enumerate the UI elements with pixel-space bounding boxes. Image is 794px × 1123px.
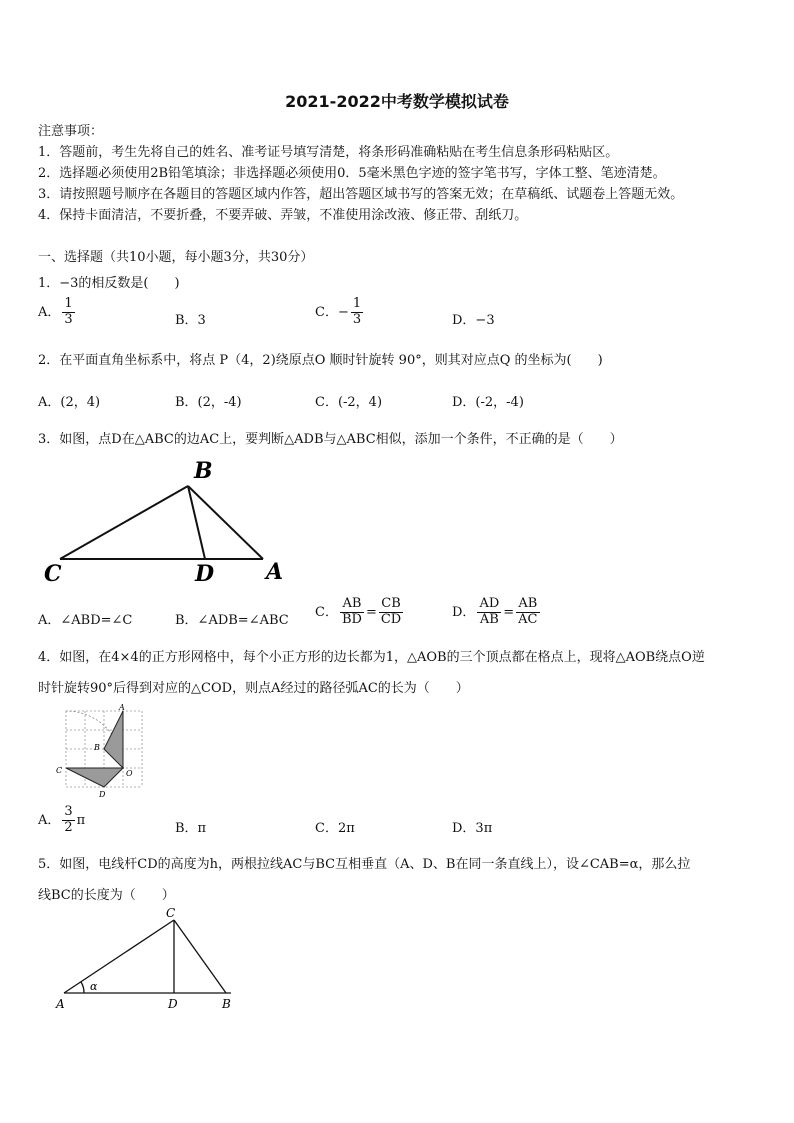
denominator: 3: [352, 311, 362, 327]
question-5-pole-figure: [44, 903, 244, 1013]
numerator: CB: [379, 597, 403, 613]
numerator: AD: [479, 596, 500, 611]
label-d: D: [195, 561, 215, 586]
label-b: B: [194, 458, 213, 484]
question-3-stem: 3．如图，点D在△ABC的边AC上，要判断△ADB与△ABC相似，添加一个条件，不正确的是（ ）: [38, 432, 623, 447]
denominator: 3: [64, 311, 73, 327]
denominator: 2: [64, 819, 73, 835]
fraction: [62, 805, 74, 836]
question-2-option-c[interactable]: C．(-2，4): [315, 395, 383, 410]
question-1-option-b[interactable]: B．3: [175, 313, 206, 328]
question-4-grid-figure: [50, 703, 150, 801]
question-3-option-d[interactable]: [452, 597, 542, 628]
question-2-stem: 2．在平面直角坐标系中，将点 P（4，2)绕原点O 顺时针旋转 90°，则其对应点Q 的坐标为( ): [38, 353, 603, 368]
question-3-option-a[interactable]: A．∠ABD=∠C: [38, 613, 133, 628]
question-4-option-a[interactable]: [38, 805, 85, 836]
numerator: AB: [516, 597, 539, 613]
notice-item-1: 1．答题前，考生先将自己的姓名、准考证号填写清楚，将条形码准确粘贴在考生信息条形码粘贴区。: [38, 145, 619, 160]
denominator: BD: [341, 611, 362, 627]
question-4-option-c[interactable]: C．2π: [315, 821, 355, 836]
option-label: C．−: [315, 304, 349, 320]
page-title: 2021-2022中考数学模拟试卷: [285, 92, 509, 111]
question-4-option-b[interactable]: B．π: [175, 821, 207, 836]
label-a: A: [119, 703, 125, 712]
option-label: A．: [38, 812, 61, 828]
denominator: AC: [518, 611, 538, 627]
question-5-stem-line-1: 5．如图，电线杆CD的高度为h，两根拉线AC与BC互相垂直（A、D、B在同一条直线上），设∠CAB=α，那么拉: [38, 857, 691, 872]
option-label: C．: [315, 604, 338, 620]
question-4-option-d[interactable]: D．3π: [452, 821, 493, 836]
question-3-option-b[interactable]: B．∠ADB=∠ABC: [175, 613, 289, 628]
denominator: AB: [479, 611, 499, 627]
label-a: A: [56, 997, 65, 1011]
question-5-stem-line-2: 线BC的长度为（ ）: [38, 888, 175, 903]
question-4-stem-line-1: 4．如图，在4×4的正方形网格中，每个小正方形的边长都为1，△AOB的三个顶点都在格点上，现将△AOB绕点O逆: [38, 650, 705, 665]
numerator: 1: [352, 296, 362, 311]
label-alpha: α: [90, 980, 98, 993]
fraction: [62, 297, 74, 328]
section-heading: 一、选择题（共10小题，每小题3分，共30分）: [38, 250, 314, 265]
question-1-option-c[interactable]: [315, 297, 365, 328]
equals-sign: =: [365, 604, 377, 620]
triangle-aob: [104, 711, 123, 768]
notice-item-2: 2．选择题必须使用2B铅笔填涂；非选择题必须使用0．5毫米黑色字迹的签字笔书写，字体工整、笔迹清楚。: [38, 166, 666, 181]
question-1-stem: 1．−3的相反数是( ): [38, 276, 180, 291]
angle-arc: [81, 982, 84, 993]
label-b: B: [94, 743, 100, 752]
question-1-option-d[interactable]: D．−3: [452, 313, 495, 328]
option-label: A．: [38, 304, 61, 320]
label-b: B: [222, 997, 231, 1011]
notice-heading: 注意事项：: [38, 124, 104, 139]
fraction: [477, 597, 501, 628]
fraction: [516, 597, 539, 628]
label-c: C: [44, 561, 62, 586]
triangle-cod: [66, 768, 123, 787]
question-4-stem-line-2: 时针旋转90°后得到对应的△COD，则点A经过的路径弧AC的长为（ ）: [38, 681, 469, 696]
label-a: A: [266, 559, 284, 585]
numerator: 3: [64, 804, 73, 819]
question-3-triangle-figure: [38, 456, 298, 586]
question-1-option-a[interactable]: [38, 297, 77, 328]
notice-item-4: 4．保持卡面清洁，不要折叠，不要弄破、弄皱，不准使用涂改液、修正带、刮纸刀。: [38, 208, 528, 223]
label-d: D: [99, 790, 106, 799]
pi-symbol: π: [76, 812, 86, 828]
question-3-option-c[interactable]: [315, 597, 405, 628]
fraction: [340, 597, 364, 628]
question-2-option-d[interactable]: D．(-2，-4): [452, 395, 524, 410]
fraction: [379, 597, 403, 628]
triangle-lines: [60, 486, 263, 559]
label-d: D: [168, 997, 178, 1011]
notice-item-3: 3．请按照题号顺序在各题目的答题区域内作答，超出答题区域书写的答案无效；在草稿纸、试题卷上答题无效。: [38, 187, 684, 202]
fraction: [351, 297, 363, 328]
label-c: C: [166, 906, 176, 920]
equals-sign: =: [503, 604, 515, 620]
option-label: D．: [452, 604, 476, 620]
label-c: C: [56, 766, 63, 775]
denominator: CD: [380, 611, 402, 627]
label-o: O: [126, 769, 133, 778]
question-2-option-b[interactable]: B．(2，-4): [175, 395, 242, 410]
question-2-option-a[interactable]: A．(2，4): [38, 395, 101, 410]
numerator: AB: [340, 597, 364, 613]
numerator: 1: [64, 296, 73, 311]
